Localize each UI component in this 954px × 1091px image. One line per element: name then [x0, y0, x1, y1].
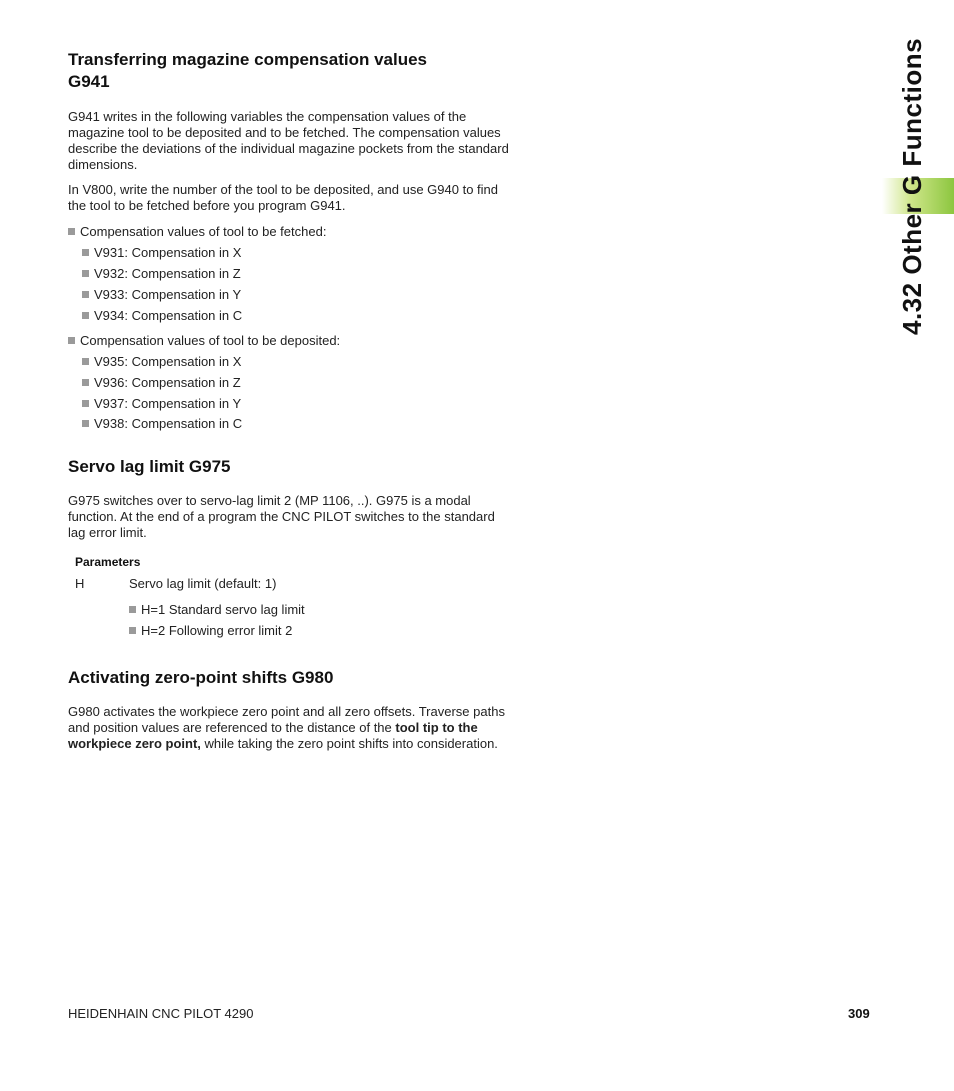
- square-bullet-icon: [82, 249, 89, 256]
- page-number: 309: [848, 1006, 870, 1021]
- list-item: V933: Compensation in Y: [82, 287, 241, 303]
- square-bullet-icon: [82, 358, 89, 365]
- square-bullet-icon: [68, 337, 75, 344]
- square-bullet-icon: [82, 291, 89, 298]
- list-item: H=2 Following error limit 2: [129, 623, 292, 639]
- list-item: V937: Compensation in Y: [82, 396, 241, 412]
- list-item: V932: Compensation in Z: [82, 266, 241, 282]
- list-item: V935: Compensation in X: [82, 354, 241, 370]
- section-heading-g975: Servo lag limit G975: [68, 457, 231, 476]
- square-bullet-icon: [82, 400, 89, 407]
- section-heading-g980: Activating zero-point shifts G980: [68, 668, 334, 687]
- list-item: V938: Compensation in C: [82, 416, 242, 432]
- parameters-heading: Parameters: [75, 555, 141, 569]
- square-bullet-icon: [82, 379, 89, 386]
- square-bullet-icon: [82, 420, 89, 427]
- square-bullet-icon: [68, 228, 75, 235]
- g980-description: G980 activates the workpiece zero point and all zero offsets. Traverse paths and position values are referenced to the distance of the tool tip to the workpiece zero point, while taking the zero point shifts into consideration.: [68, 704, 505, 751]
- list-item: V931: Compensation in X: [82, 245, 241, 261]
- list-item: V934: Compensation in C: [82, 308, 242, 324]
- g975-description: G975 switches over to servo-lag limit 2 (MP 1106, ..). G975 is a modal function. At the end of a program the CNC PILOT switches to the standard lag error limit.: [68, 493, 495, 540]
- section-heading-g941-line2: G941: [68, 72, 110, 91]
- list-item: Compensation values of tool to be fetched:: [68, 224, 326, 240]
- square-bullet-icon: [82, 312, 89, 319]
- emphasis-text: tool tip to the workpiece zero point,: [68, 720, 478, 751]
- list-item: H=1 Standard servo lag limit: [129, 602, 305, 618]
- parameter-description: Servo lag limit (default: 1): [129, 576, 277, 591]
- section-heading-g941-line1: Transferring magazine compensation values: [68, 50, 428, 69]
- list-item: Compensation values of tool to be deposited:: [68, 333, 340, 349]
- g941-description: G941 writes in the following variables the compensation values of the magazine tool to be deposited and to be fetched. The compensation values describe the deviations of the individual magazine pockets from the standard dimensions.: [68, 109, 509, 172]
- square-bullet-icon: [129, 606, 136, 613]
- square-bullet-icon: [82, 270, 89, 277]
- g941-instruction: In V800, write the number of the tool to be deposited, and use G940 to find the tool to be fetched before you program G941.: [68, 182, 499, 213]
- chapter-section-title: 4.32 Other G Functions: [897, 37, 927, 335]
- parameter-key: H: [75, 576, 85, 591]
- list-item: V936: Compensation in Z: [82, 375, 241, 391]
- square-bullet-icon: [129, 627, 136, 634]
- footer-product-name: HEIDENHAIN CNC PILOT 4290: [68, 1006, 254, 1021]
